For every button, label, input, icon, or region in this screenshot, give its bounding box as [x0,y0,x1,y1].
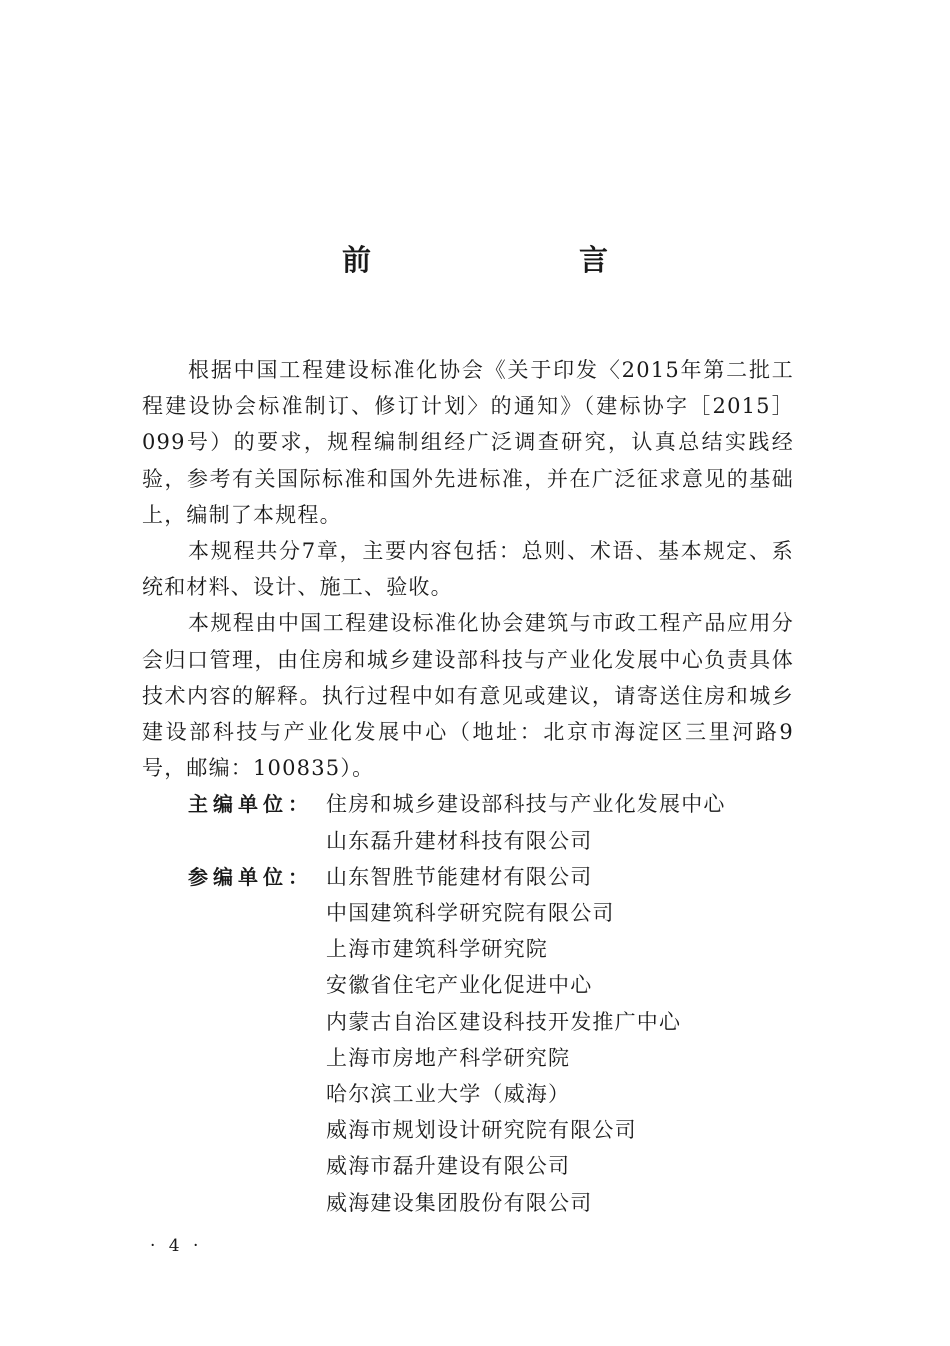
chief-units-list [326,786,726,858]
list-item: 山东智胜节能建材有限公司 [326,864,593,889]
participating-units-list [326,859,681,1221]
chief-units-label: 主编单位： [188,792,313,817]
list-item: 安徽省住宅产业化促进中心 [326,973,593,998]
list-item: 山东磊升建材科技有限公司 [326,828,593,853]
list-item: 上海市建筑科学研究院 [326,937,548,962]
page-title: 前 言 [341,243,658,277]
list-item: 内蒙古自治区建设科技开发推广中心 [326,1009,682,1034]
participating-units-row [142,859,794,1221]
list-item: 上海市房地产科学研究院 [326,1045,571,1070]
participating-units-label: 参编单位： [188,864,313,889]
paragraph-administration: 本规程由中国工程建设标准化协会建筑与市政工程产品应用分会归口管理，由住房和城乡建设部科技与产业化发展中心负责具体技术内容的解释。执行过程中如有意见或建议，请寄送住房和城乡建设部科技与产业化发展中心（地址：北京市海淀区三里河路9号，邮编：100835）。 [142,611,794,781]
list-item: 哈尔滨工业大学（威海） [326,1082,571,1107]
paragraph-contents: 本规程共分7章，主要内容包括：总则、术语、基本规定、系统和材料、设计、施工、验收。 [142,539,794,600]
editing-units [142,786,794,1220]
preface-body [142,352,794,1221]
paragraph-background: 根据中国工程建设标准化协会《关于印发〈2015年第二批工程建设协会标准制订、修订计划〉的通知》（建标协字［2015］099号）的要求，规程编制组经广泛调查研究，认真总结实践经验，参考有关国际标准和国外先进标准，并在广泛征求意见的基础上，编制了本规程。 [142,358,794,527]
list-item: 威海市规划设计研究院有限公司 [326,1118,637,1143]
list-item: 中国建筑科学研究院有限公司 [326,901,615,926]
list-item: 威海市磊升建设有限公司 [326,1154,571,1179]
page-number: · 4 · [150,1236,203,1256]
chief-units-row [142,786,794,858]
list-item: 威海建设集团股份有限公司 [326,1190,593,1215]
list-item: 住房和城乡建设部科技与产业化发展中心 [326,792,726,817]
